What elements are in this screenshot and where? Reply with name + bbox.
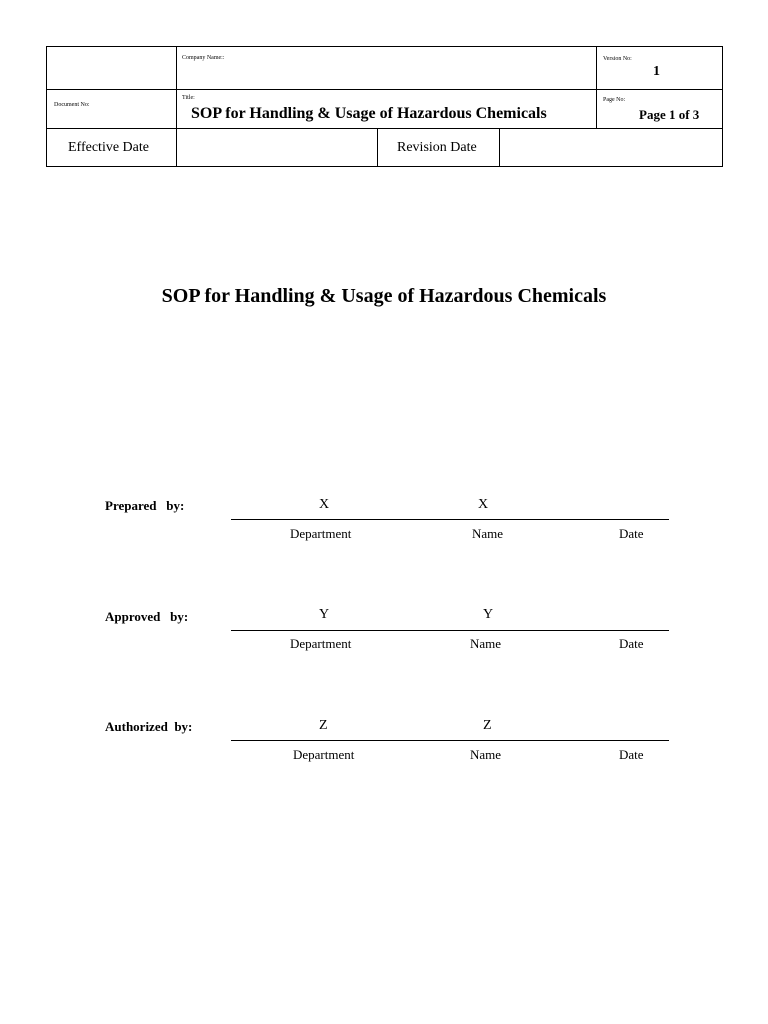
revision-date-label: Revision Date xyxy=(397,140,477,155)
signature-line xyxy=(231,519,669,520)
header-divider xyxy=(176,47,177,167)
company-name-label: Company Name:: xyxy=(182,55,225,61)
name-caption: Name xyxy=(470,636,502,651)
header-divider xyxy=(47,128,722,129)
department-caption: Department xyxy=(290,636,352,651)
version-label: Version No: xyxy=(603,56,632,62)
document-number-label: Document No: xyxy=(54,102,90,108)
effective-date-label: Effective Date xyxy=(68,140,149,155)
approved-by-label: Approved by: xyxy=(105,609,189,624)
name-caption: Name xyxy=(470,747,502,762)
header-divider xyxy=(499,128,500,167)
signature-line xyxy=(231,740,669,741)
prepared-by-department: X xyxy=(319,497,330,512)
department-caption: Department xyxy=(293,747,355,762)
version-value: 1 xyxy=(653,64,660,79)
header-divider xyxy=(47,89,722,90)
date-caption: Date xyxy=(619,526,644,541)
signature-line xyxy=(231,630,669,631)
date-caption: Date xyxy=(619,636,644,651)
header-divider xyxy=(596,47,597,129)
document-header-table xyxy=(46,46,723,167)
approved-by-name: Y xyxy=(483,607,494,622)
prepared-by-label: Prepared by: xyxy=(105,498,185,513)
header-document-title: SOP for Handling & Usage of Hazardous Chemicals xyxy=(191,105,547,122)
authorized-by-name: Z xyxy=(483,718,492,733)
title-label: Title: xyxy=(182,95,195,101)
prepared-by-name: X xyxy=(478,497,489,512)
approved-by-department: Y xyxy=(319,607,330,622)
document-title: SOP for Handling & Usage of Hazardous Chemicals xyxy=(161,285,607,307)
department-caption: Department xyxy=(290,526,352,541)
date-caption: Date xyxy=(619,747,644,762)
page-number-label: Page No: xyxy=(603,97,626,103)
authorized-by-department: Z xyxy=(319,718,328,733)
header-divider xyxy=(377,128,378,167)
name-caption: Name xyxy=(472,526,504,541)
authorized-by-label: Authorized by: xyxy=(105,719,193,734)
page-number-value: Page 1 of 3 xyxy=(639,107,700,122)
